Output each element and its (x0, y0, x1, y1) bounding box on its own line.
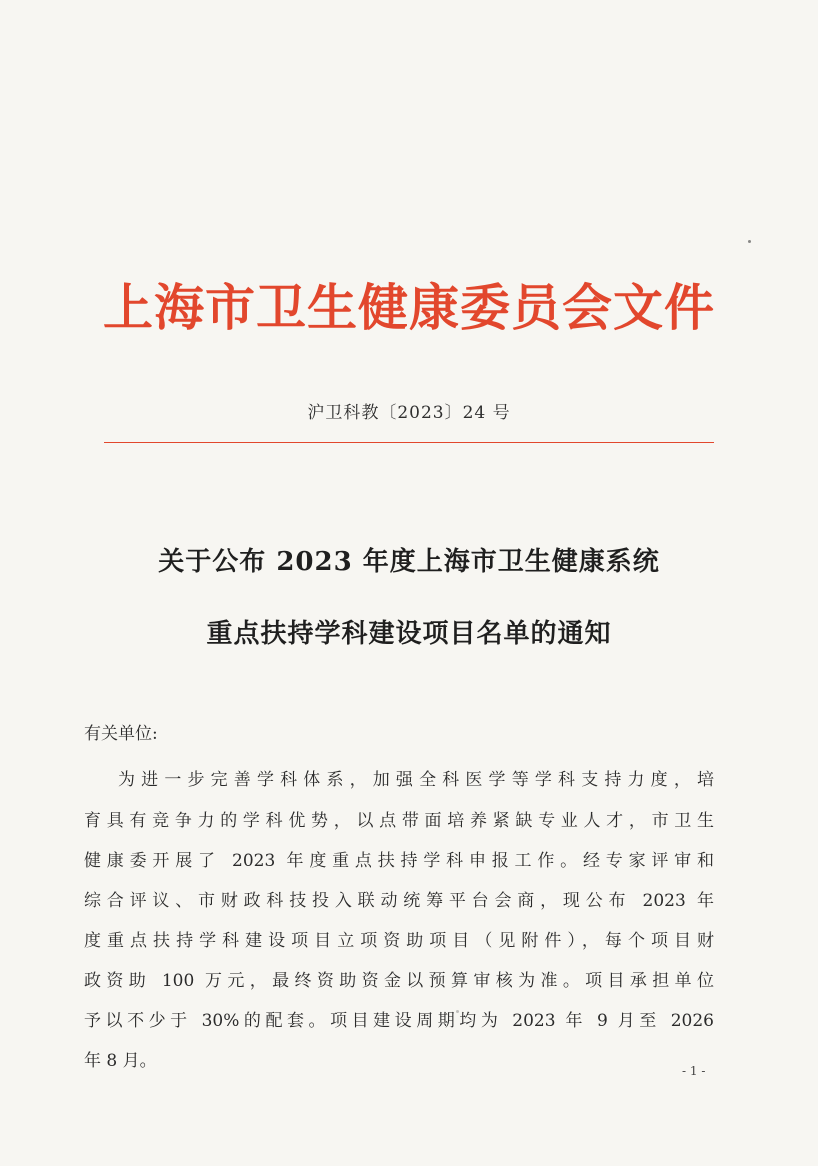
notice-title-line-2: 重点扶持学科建设项目名单的通知 (206, 619, 612, 649)
body-paragraph-line: 健康委开展了 2023 年度重点扶持学科申报工作。经专家评审和 (84, 851, 714, 871)
body-paragraph-line: 为进一步完善学科体系，加强全科医学等学科支持力度，培 (118, 770, 714, 790)
body-paragraph-line: 予以不少于 30%的配套。项目建设周期均为 2023 年 9 月至 2026 (84, 1011, 714, 1031)
body-paragraph-line: 育具有竞争力的学科优势，以点带面培养紧缺专业人才，市卫生 (84, 811, 714, 831)
document-number: 沪卫科教〔2023〕24 号 (307, 403, 511, 423)
body-paragraph-line: 综合评议、市财政科技投入联动统筹平台会商，现公布 2023 年 (84, 891, 714, 911)
red-divider-line (104, 442, 714, 443)
addressee: 有关单位: (84, 724, 158, 744)
issuer-header: 上海市卫生健康委员会文件 (103, 278, 715, 337)
notice-title-line-1: 关于公布 2023 年度上海市卫生健康系统 (158, 547, 660, 577)
body-paragraph-line: 度重点扶持学科建设项目立项资助项目（见附件），每个项目财 (84, 931, 714, 951)
scan-speck (748, 240, 751, 243)
page-number: - 1 - (682, 1064, 706, 1078)
body-paragraph-line: 政资助 100 万元，最终资助资金以预算审核为准。项目承担单位 (84, 971, 714, 991)
body-paragraph-line: 年 8 月。 (84, 1051, 157, 1071)
